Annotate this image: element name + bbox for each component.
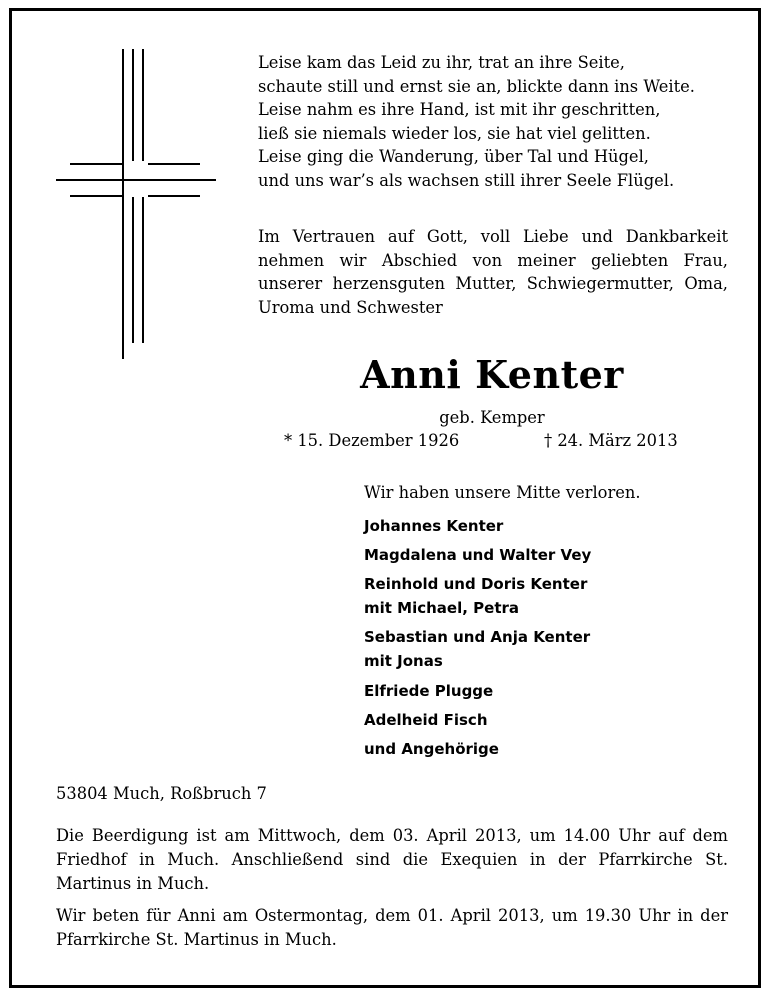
intro-text: Im Vertrauen auf Gott, voll Liebe und Dankbarkeit nehmen wir Abschied von meiner geliebten Frau, unserer herzensguten Mutter, Schwiegermutter, Oma, Uroma und Schwester bbox=[258, 227, 728, 317]
mourner-item: Adelheid Fisch bbox=[364, 711, 488, 729]
mourner-item: Sebastian und Anja Kenter bbox=[364, 628, 591, 646]
mourner-item: Johannes Kenter bbox=[364, 517, 504, 535]
poem-line: Leise nahm es ihre Hand, ist mit ihr geschritten, bbox=[258, 100, 661, 120]
death-date: † 24. März 2013 bbox=[544, 431, 678, 450]
poem bbox=[258, 51, 758, 193]
cross-icon bbox=[56, 49, 216, 359]
birth-date: * 15. Dezember 1926 bbox=[284, 431, 460, 450]
mourner-item: mit Jonas bbox=[364, 652, 443, 670]
obituary-notice bbox=[9, 8, 761, 988]
poem-line: schaute still und ernst sie an, blickte dann ins Weite. bbox=[258, 76, 695, 96]
poem-line: und uns war’s als wachsen still ihrer Seele Flügel. bbox=[258, 170, 675, 190]
mourner-item: Reinhold und Doris Kenter bbox=[364, 575, 588, 593]
mourner-item: mit Michael, Petra bbox=[364, 599, 520, 617]
poem-line: Leise kam das Leid zu ihr, trat an ihre Seite, bbox=[258, 53, 625, 72]
address: 53804 Much, Roßbruch 7 bbox=[56, 784, 267, 803]
lost-line: Wir haben unsere Mitte verloren. bbox=[364, 483, 641, 502]
maiden-name: geb. Kemper bbox=[439, 408, 545, 427]
mourner-item: und Angehörige bbox=[364, 740, 499, 758]
mourner-item: Magdalena und Walter Vey bbox=[364, 546, 592, 564]
mourner-item: Elfriede Plugge bbox=[364, 682, 494, 700]
poem-line: ließ sie niemals wieder los, sie hat viel gelitten. bbox=[258, 123, 651, 143]
funeral-info: Die Beerdigung ist am Mittwoch, dem 03. April 2013, um 14.00 Uhr auf dem Friedhof in Much. Anschließend sind die Exequien in der Pfarrkirche St. Martinus in Much. bbox=[56, 826, 728, 893]
poem-line: Leise ging die Wanderung, über Tal und Hügel, bbox=[258, 147, 649, 167]
prayer-info: Wir beten für Anni am Ostermontag, dem 01. April 2013, um 19.30 Uhr in der Pfarrkirche St. Martinus in Much. bbox=[56, 906, 728, 949]
deceased-name: Anni Kenter bbox=[360, 352, 624, 397]
